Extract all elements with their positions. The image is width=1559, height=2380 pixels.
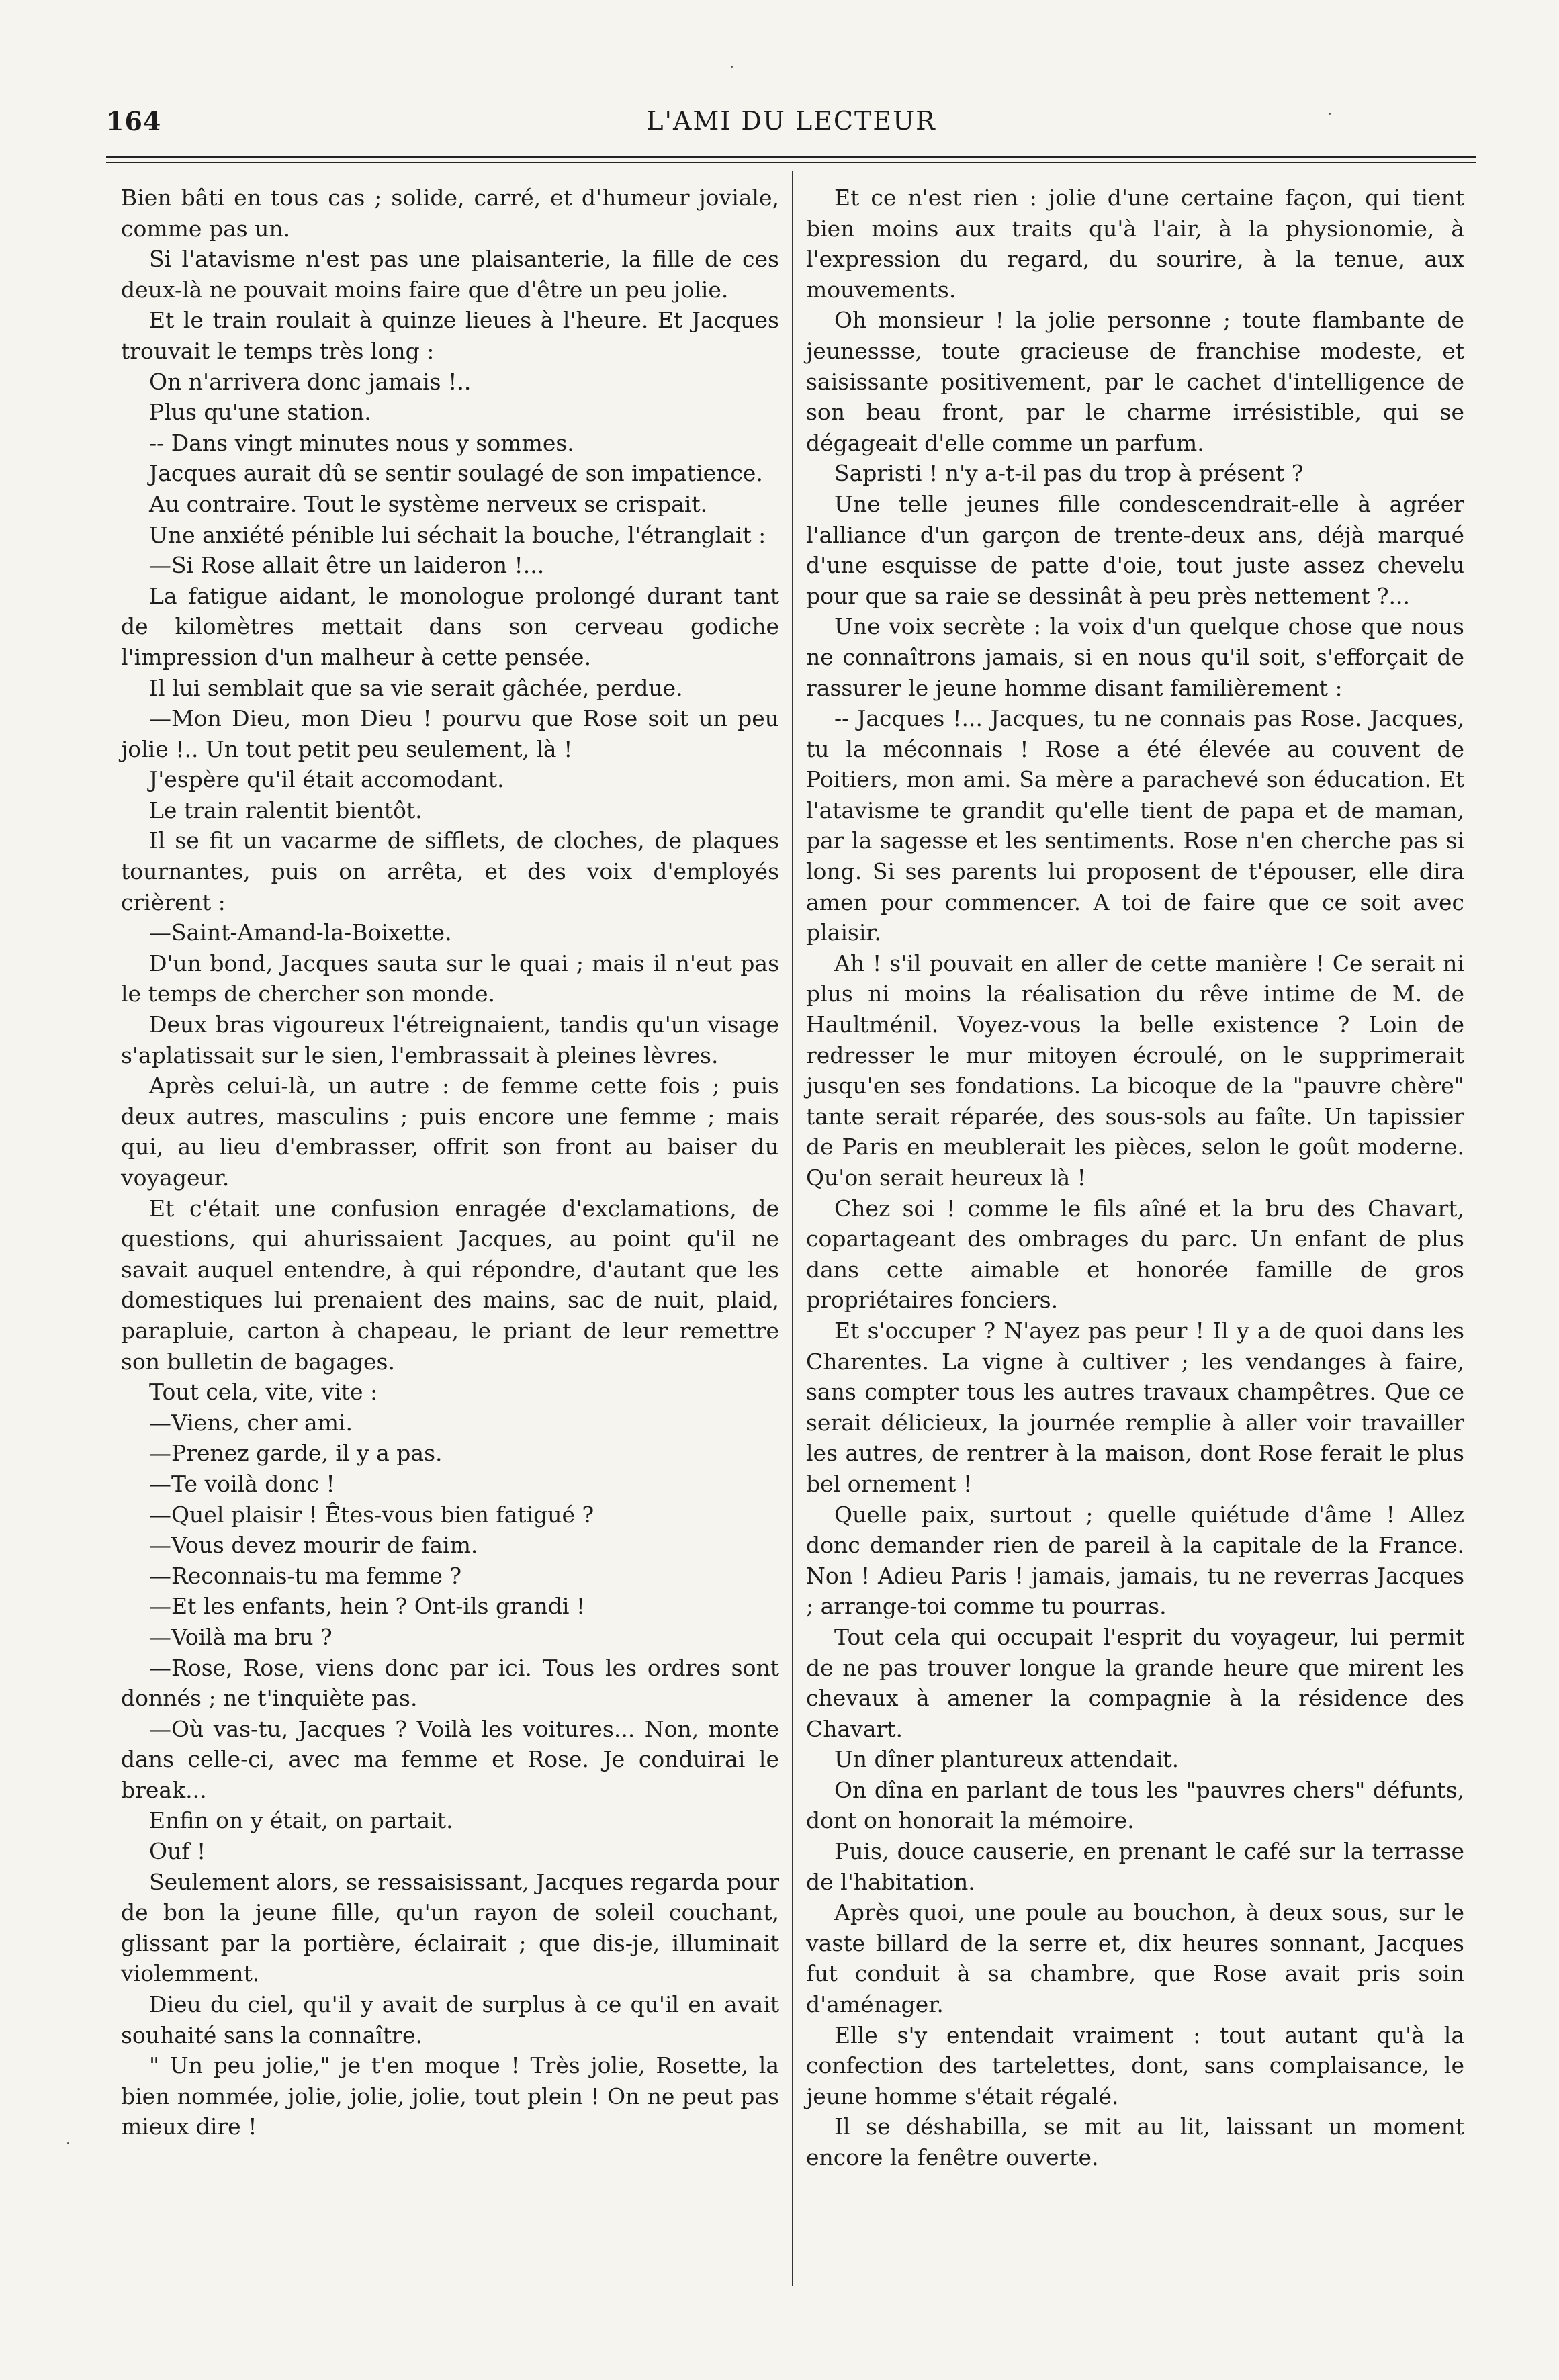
paragraph: Une telle jeunes fille condescendrait-elle à agréer l'alliance d'un garçon de trente-deux ans, déjà marqué d'une esquisse de patte d'oie, tout juste assez chevelu pour que sa raie se dessinât à peu près nettement ?... xyxy=(806,490,1464,609)
paragraph: —Prenez garde, il y a pas. xyxy=(149,1440,443,1467)
paragraph: —Où vas-tu, Jacques ? Voilà les voitures... Non, monte dans celle-ci, avec ma femme et Rose. Je conduirai le break... xyxy=(121,1715,779,1803)
paragraph: —Reconnais-tu ma femme ? xyxy=(149,1562,462,1589)
paragraph: J'espère qu'il était accomodant. xyxy=(149,766,504,793)
paragraph: Quelle paix, surtout ; quelle quiétude d'âme ! Allez donc demander rien de pareil à la capitale de la France. Non ! Adieu Paris ! jamais, jamais, tu ne reverras Jacques ; arrange-toi comme tu pourras. xyxy=(806,1501,1464,1620)
paragraph: Après quoi, une poule au bouchon, à deux sous, sur le vaste billard de la serre et, dix heures sonnant, Jacques fut conduit à sa chambre, que Rose avait pris soin d'aménager. xyxy=(806,1899,1464,2018)
paragraph: Et c'était une confusion enragée d'exclamations, de questions, qui ahurissaient Jacques, au point qu'il ne savait auquel entendre, à qui répondre, d'autant que les domestiques lui prenaient des mains, sac de nuit, plaid, parapluie, carton à chapeau, le priant de leur remettre son bulletin de bagages. xyxy=(121,1195,779,1375)
paragraph: On n'arrivera donc jamais !.. xyxy=(149,368,472,395)
paragraph: Un dîner plantureux attendait. xyxy=(834,1746,1179,1773)
paragraph: —Saint-Amand-la-Boixette. xyxy=(149,919,452,946)
paragraph: Si l'atavisme n'est pas une plaisanterie, la fille de ces deux-là ne pouvait moins faire que d'être un peu jolie. xyxy=(121,246,779,303)
paragraph: Seulement alors, se ressaisissant, Jacques regarda pour de bon la jeune fille, qu'un rayon de soleil couchant, glissant par la portière, éclairait ; que dis-je, illuminait violemment. xyxy=(121,1868,779,1987)
paragraph: Sapristi ! n'y a-t-il pas du trop à présent ? xyxy=(834,460,1304,487)
paragraph: Le train ralentit bientôt. xyxy=(149,796,422,823)
paragraph: " Un peu jolie," je t'en moque ! Très jolie, Rosette, la bien nommée, jolie, jolie, jolie, tout plein ! On ne peut pas mieux dire ! xyxy=(121,2052,779,2140)
paragraph: Puis, douce causerie, en prenant le café sur la terrasse de l'habitation. xyxy=(806,1838,1464,1895)
paragraph: Et le train roulait à quinze lieues à l'heure. Et Jacques trouvait le temps très long : xyxy=(121,307,779,364)
paragraph: —Te voilà donc ! xyxy=(149,1470,335,1497)
paragraph: Ah ! s'il pouvait en aller de cette manière ! Ce serait ni plus ni moins la réalisation du rêve intime de M. de Haultménil. Voyez-vous la belle existence ? Loin de redresser le mur mitoyen écroulé, on le supprimerait jusqu'en ses fondations. La bicoque de la "pauvre chère" tante serait réparée, des sous-sols au faîte. Un tapissier de Paris en meublerait les pièces, selon le goût moderne. Qu'on serait heureux là ! xyxy=(806,950,1464,1191)
print-speck xyxy=(1329,113,1331,115)
paragraph: Tout cela qui occupait l'esprit du voyageur, lui permit de ne pas trouver longue la grande heure que mirent les chevaux à amener la compagnie à la résidence des Chavart. xyxy=(806,1623,1464,1742)
paragraph: Jacques aurait dû se sentir soulagé de son impatience. xyxy=(149,460,763,487)
print-speck xyxy=(67,2142,69,2144)
paragraph: —Vous devez mourir de faim. xyxy=(149,1532,478,1559)
paragraph: Deux bras vigoureux l'étreignaient, tandis qu'un visage s'aplatissait sur le sien, l'embrassait à pleines lèvres. xyxy=(121,1011,779,1068)
paragraph: —Mon Dieu, mon Dieu ! pourvu que Rose soit un peu jolie !.. Un tout petit peu seulement, là ! xyxy=(121,705,779,762)
paragraph: Oh monsieur ! la jolie personne ; toute flambante de jeunessse, toute gracieuse de franchise modeste, et saisissante positivement, par le cachet d'intelligence de son beau front, par le charme irrésistible, qui se dégageait d'elle comme un parfum. xyxy=(806,307,1464,456)
paragraph: Il lui semblait que sa vie serait gâchée, perdue. xyxy=(149,674,683,701)
paragraph: Chez soi ! comme le fils aîné et la bru des Chavart, copartageant des ombrages du parc. Un enfant de plus dans cette aimable et honorée famille de gros propriétaires fonciers. xyxy=(806,1195,1464,1314)
paragraph: Dieu du ciel, qu'il y avait de surplus à ce qu'il en avait souhaité sans la connaître. xyxy=(121,1991,779,2048)
paragraph: Une voix secrète : la voix d'un quelque chose que nous ne connaîtrons jamais, si en nous qu'il soit, s'efforçait de rassurer le jeune homme disant familièrement : xyxy=(806,613,1464,701)
right-column xyxy=(806,183,1464,2173)
paragraph: Une anxiété pénible lui séchait la bouche, l'étranglait : xyxy=(149,521,766,548)
page-number: 164 xyxy=(106,106,162,136)
paragraph: Enfin on y était, on partait. xyxy=(149,1807,453,1834)
running-title: L'AMI DU LECTEUR xyxy=(646,106,936,136)
paragraph: —Quel plaisir ! Êtes-vous bien fatigué ? xyxy=(149,1501,594,1528)
column-divider xyxy=(792,171,793,2286)
page-header xyxy=(106,106,1476,153)
header-rule-thin xyxy=(106,162,1476,163)
paragraph: —Voilà ma bru ? xyxy=(149,1623,332,1650)
paragraph: Tout cela, vite, vite : xyxy=(149,1379,378,1406)
paragraph: —Rose, Rose, viens donc par ici. Tous les ordres sont donnés ; ne t'inquiète pas. xyxy=(121,1654,779,1712)
paragraph: Il se déshabilla, se mit au lit, laissant un moment encore la fenêtre ouverte. xyxy=(806,2113,1464,2170)
paragraph: On dîna en parlant de tous les "pauvres chers" défunts, dont on honorait la mémoire. xyxy=(806,1776,1464,1834)
paragraph: —Et les enfants, hein ? Ont-ils grandi ! xyxy=(149,1593,586,1620)
print-speck xyxy=(731,66,733,68)
paragraph: Ouf ! xyxy=(149,1838,206,1865)
paragraph: Et s'occuper ? N'ayez pas peur ! Il y a de quoi dans les Charentes. La vigne à cultiver ; les vendanges à faire, sans compter tous les autres travaux champêtres. Que ce serait délicieux, la journée remplie à aller voir travailler les autres, de rentrer à la maison, dont Rose ferait le plus bel ornement ! xyxy=(806,1317,1464,1497)
paragraph: -- Jacques !... Jacques, tu ne connais pas Rose. Jacques, tu la méconnais ! Rose a été élevée au couvent de Poitiers, mon ami. Sa mère a parachevé son éducation. Et l'atavisme te grandit qu'elle tient de papa et de maman, par la sagesse et les sentiments. Rose n'en cherche pas si long. Si ses parents lui proposent de t'épouser, elle dira amen pour commencer. A toi de faire que ce soit avec plaisir. xyxy=(806,705,1464,946)
paragraph: La fatigue aidant, le monologue prolongé durant tant de kilomètres mettait dans son cerveau godiche l'impression d'un malheur à cette pensée. xyxy=(121,582,779,670)
paragraph: Plus qu'une station. xyxy=(149,399,371,426)
paragraph: D'un bond, Jacques sauta sur le quai ; mais il n'eut pas le temps de chercher son monde. xyxy=(121,950,779,1007)
paragraph: Et ce n'est rien : jolie d'une certaine façon, qui tient bien moins aux traits qu'à l'air, à la physionomie, à l'expression du regard, du sourire, à la tenue, aux mouvements. xyxy=(806,185,1464,303)
paragraph: —Viens, cher ami. xyxy=(149,1409,353,1436)
left-column xyxy=(121,183,779,2142)
header-rule-thick xyxy=(106,156,1476,158)
paragraph: Elle s'y entendait vraiment : tout autant qu'à la confection des tartelettes, dont, sans complaisance, le jeune homme s'était régalé. xyxy=(806,2021,1464,2109)
paragraph: Il se fit un vacarme de sifflets, de cloches, de plaques tournantes, puis on arrêta, et des voix d'employés crièrent : xyxy=(121,827,779,915)
paragraph: Bien bâti en tous cas ; solide, carré, et d'humeur joviale, comme pas un. xyxy=(121,185,779,242)
paragraph: -- Dans vingt minutes nous y sommes. xyxy=(149,429,574,456)
paragraph: Au contraire. Tout le système nerveux se crispait. xyxy=(149,490,708,517)
paragraph: —Si Rose allait être un laideron !... xyxy=(149,552,545,579)
paragraph: Après celui-là, un autre : de femme cette fois ; puis deux autres, masculins ; puis encore une femme ; mais qui, au lieu d'embrasser, offrit son front au baiser du voyageur. xyxy=(121,1072,779,1191)
